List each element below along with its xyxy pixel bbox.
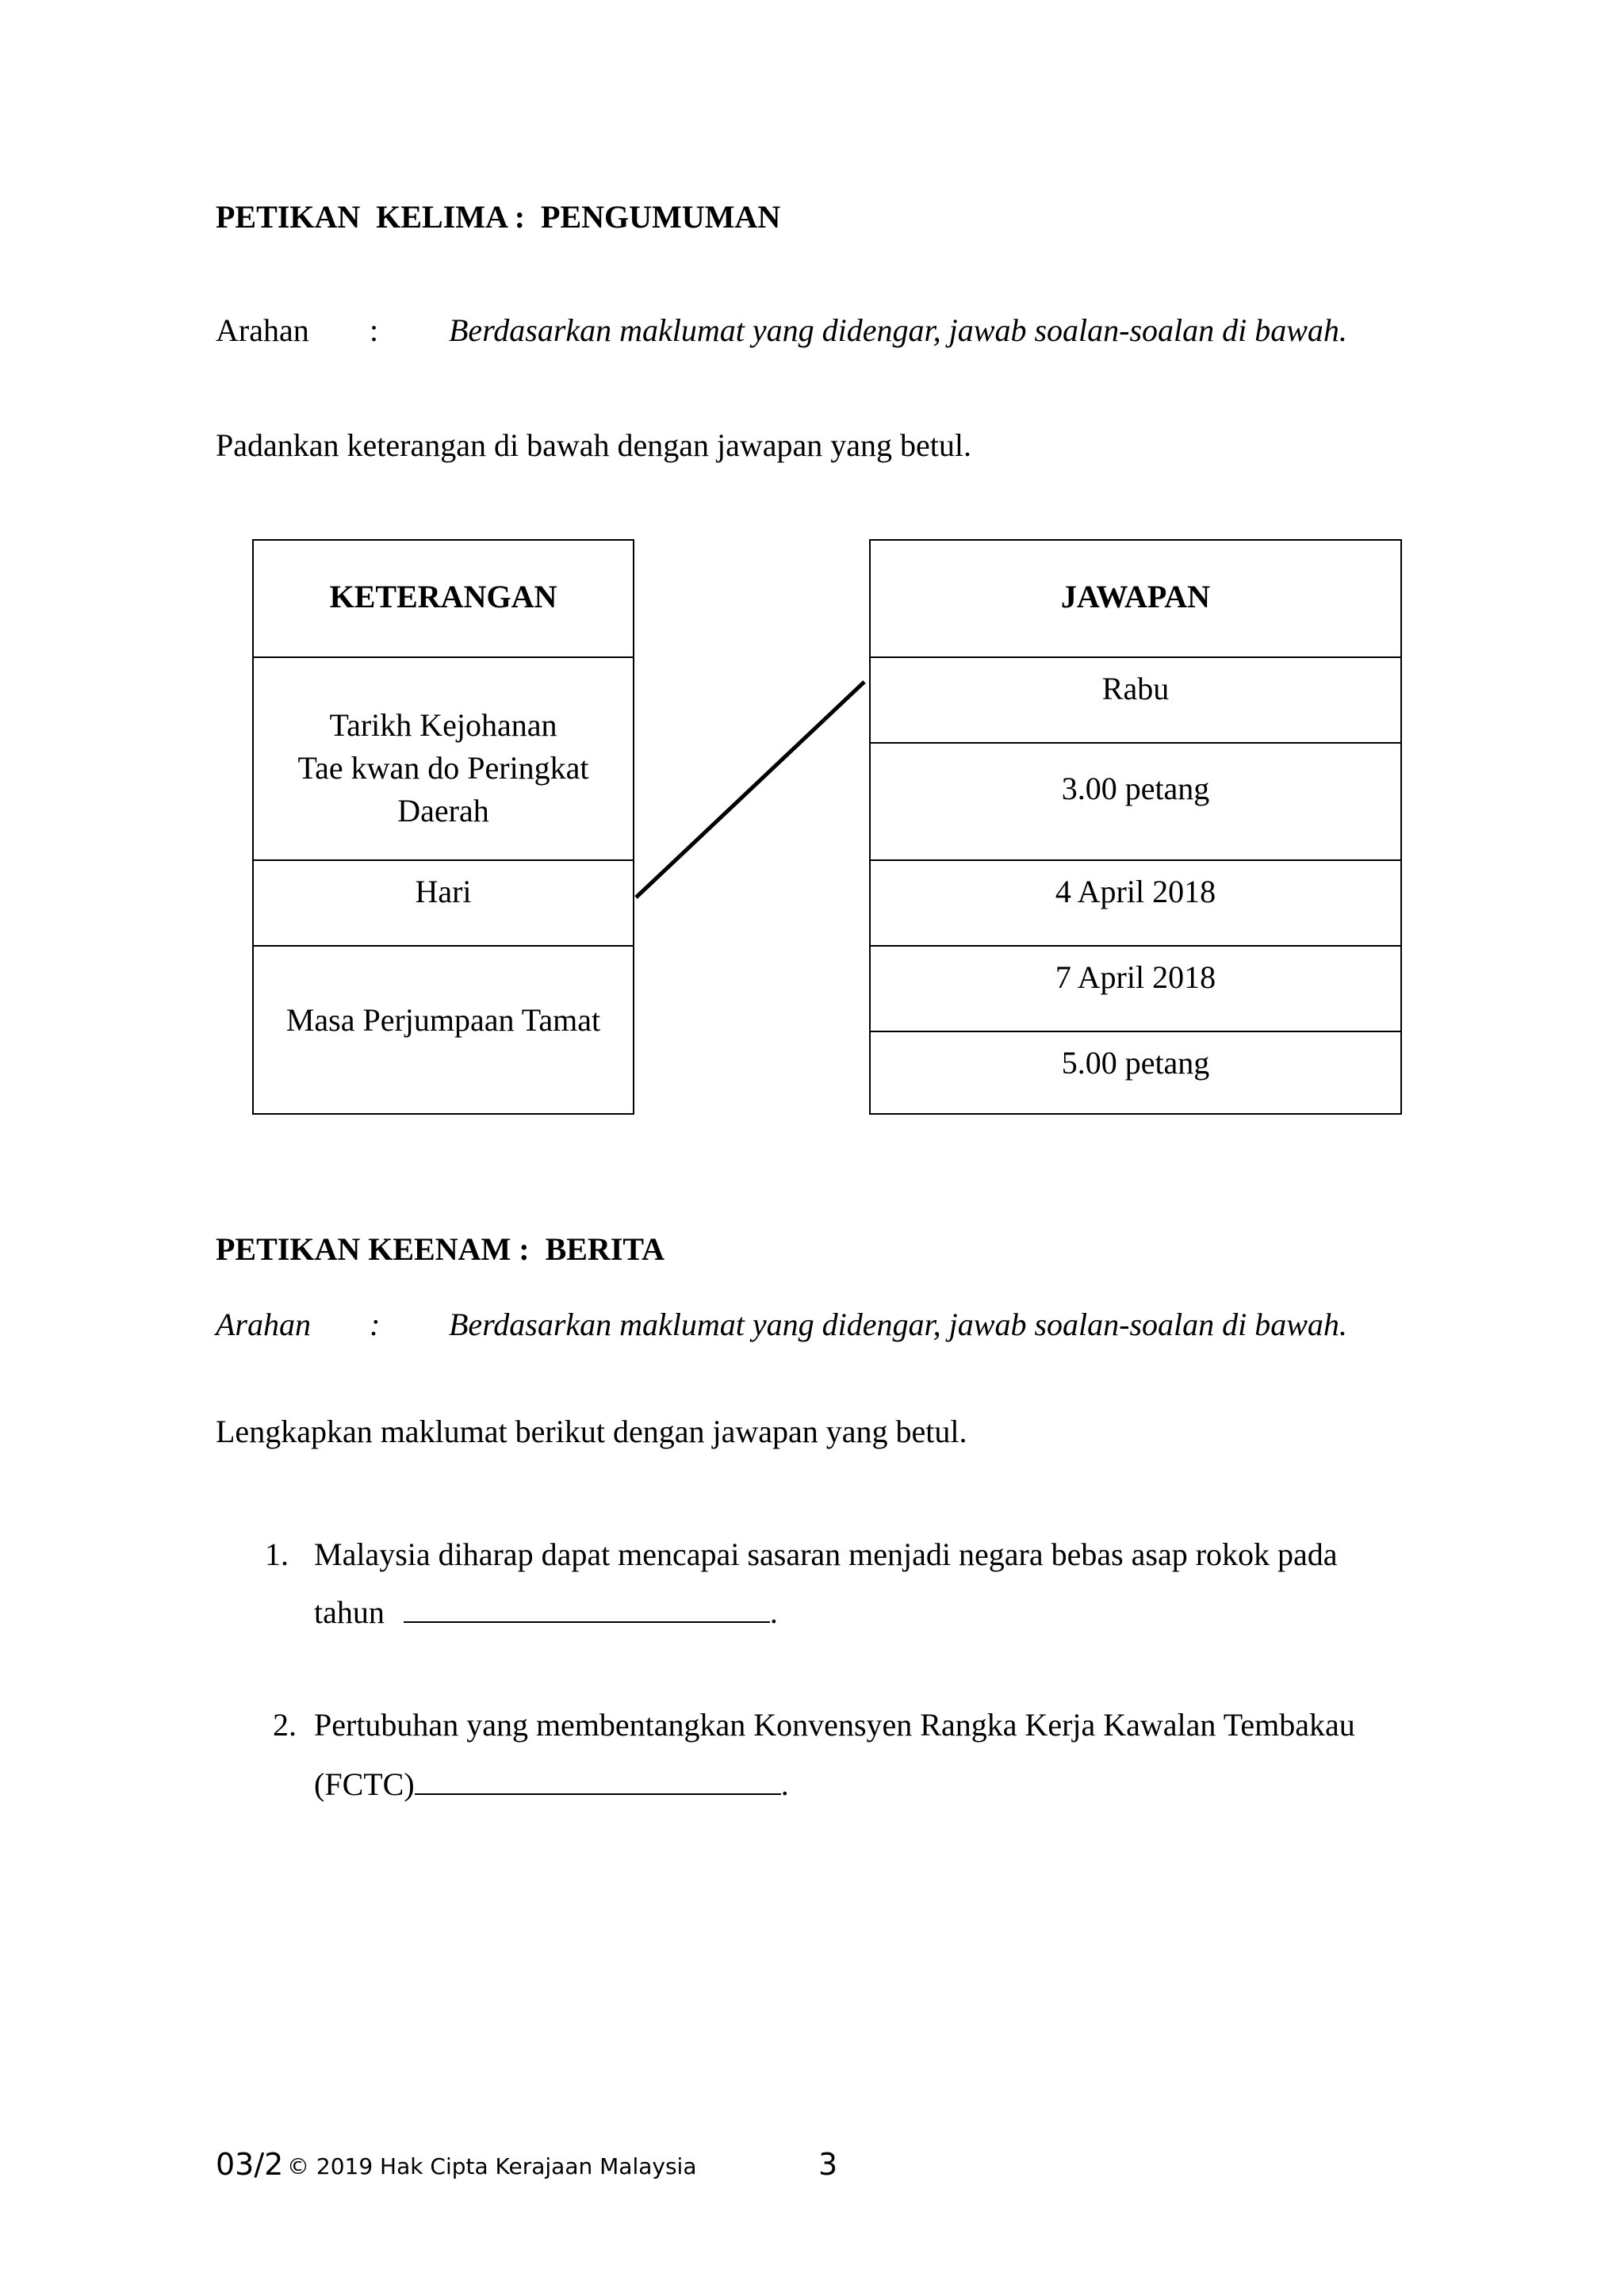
question-1-answer-blank[interactable] — [404, 1593, 770, 1623]
jawapan-row-text: Rabu — [1101, 671, 1170, 706]
question-1-text: Malaysia diharap dapat mencapai sasaran menjadi negara bebas asap rokok pada — [314, 1536, 1338, 1572]
question-2-prefix: (FCTC) — [314, 1766, 415, 1802]
page-number: 3 — [818, 2147, 838, 2182]
section6-arahan-label: Arahan — [216, 1307, 311, 1342]
question-1-suffix: . — [769, 1594, 778, 1630]
section5-arahan-label: Arahan — [216, 312, 309, 348]
example-match-line — [636, 682, 864, 897]
question-2-suffix: . — [780, 1766, 789, 1802]
keterangan-row-text: Daerah — [397, 793, 489, 828]
jawapan-row-text: 4 April 2018 — [1055, 874, 1216, 909]
question-2-answer-line — [314, 1765, 789, 1803]
question-1-answer-line — [314, 1593, 778, 1631]
question-1-prefix: tahun — [314, 1594, 385, 1630]
jawapan-row-text: 5.00 petang — [1061, 1045, 1210, 1081]
section6-instruction: Lengkapkan maklumat berikut dengan jawapan yang betul. — [216, 1414, 967, 1449]
keterangan-row-text: Masa Perjumpaan Tamat — [285, 1002, 601, 1038]
footer-code: 03/2 — [216, 2147, 284, 2182]
keterangan-header-text: KETERANGAN — [329, 579, 557, 614]
section6-title: PETIKAN KEENAM : BERITA — [216, 1231, 665, 1267]
footer-copyright: © 2019 Hak Cipta Kerajaan Malaysia — [287, 2153, 697, 2179]
question-1-number: 1. — [265, 1536, 289, 1572]
question-2-number: 2. — [273, 1707, 297, 1743]
keterangan-row-text: Tae kwan do Peringkat — [297, 750, 589, 786]
question-2-answer-blank[interactable] — [415, 1765, 781, 1795]
section5-arahan-text: Berdasarkan maklumat yang didengar, jawab soalan-soalan di bawah. — [449, 312, 1347, 348]
keterangan-row-text: Hari — [415, 874, 472, 909]
section5-title: PETIKAN KELIMA : PENGUMUMAN — [216, 199, 781, 235]
section6-arahan-colon: : — [370, 1307, 381, 1342]
question-2-text: Pertubuhan yang membentangkan Konvensyen Rangka Kerja Kawalan Tembakau — [314, 1707, 1355, 1743]
section5-instruction: Padankan keterangan di bawah dengan jawapan yang betul. — [216, 427, 971, 463]
jawapan-row-text: 3.00 petang — [1061, 771, 1210, 806]
section6-arahan-text: Berdasarkan maklumat yang didengar, jawab soalan-soalan di bawah. — [449, 1307, 1347, 1342]
jawapan-row-text: 7 April 2018 — [1055, 959, 1216, 995]
jawapan-header-text: JAWAPAN — [1060, 579, 1211, 614]
keterangan-row-text: Tarikh Kejohanan — [329, 707, 557, 743]
section5-arahan-colon: : — [370, 312, 379, 348]
